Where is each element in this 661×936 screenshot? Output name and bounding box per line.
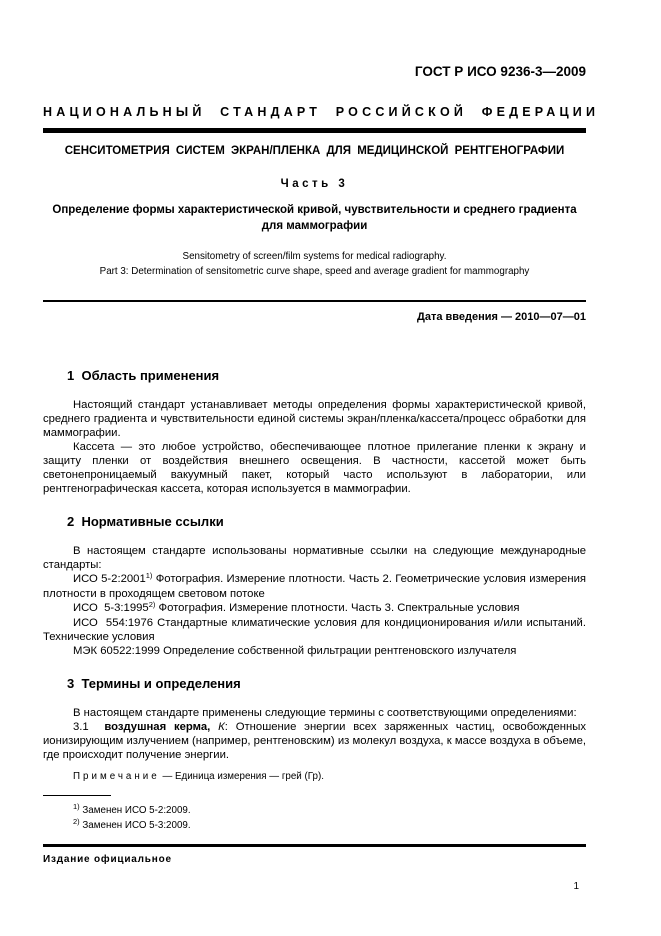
official-edition-label: Издание официальное [43,854,172,865]
footer-rule [43,844,586,847]
header-rule [43,128,586,133]
footnote-1 [43,803,586,818]
footnote-ref-1: 1) [145,571,153,580]
subtitle-line-2: для маммографии [261,219,368,232]
footnote-ref-2: 2) [148,600,156,609]
normative-reference [43,616,586,644]
term-symbol: К [218,721,225,733]
reference-text: ИСО 554:1976 Стандартные климатические условия для кондиционирования и/или испытаний. Технические условия [43,617,586,643]
reference-text: ИСО 5-2:2001 [73,573,146,585]
section-2-intro: В настоящем стандарте использованы нормативные ссылки на следующие международные стандарты: [43,545,586,571]
section-3-intro: В настоящем стандарте применены следующие термины с соответствующими определениями: [73,707,577,719]
footnote-1-marker: 1) [73,802,80,811]
subtitle-line-1: Определение формы характеристической кривой, чувствительности и среднего градиента [52,203,577,216]
doc-number: ГОСТ Р ИСО 9236-3—2009 [414,64,586,79]
reference-text: Фотография. Измерение плотности. Часть 2. Геометрические условия измерения плотности в проходящем световом потоке [43,573,586,600]
section-2-heading: 2 Нормативные ссылки [67,514,224,529]
normative-reference [43,601,586,616]
term-definition [43,720,586,762]
note-label: Примечание [73,771,160,782]
page-number: 1 [573,881,579,892]
section-3-heading: 3 Термины и определения [67,676,241,691]
section-1-paragraph-2: Кассета — это любое устройство, обеспечивающее плотное прилегание пленки к экрану и защиту пленки от воздействия внешнего освещения. В частности, кассетой может быть светонепроницаемый вакуумный пакет, который часто используют в лаборатории, или рентгенографическая кассета, которая используется в маммографии. [43,441,586,495]
footnote-separator [43,795,111,796]
reference-text: Фотография. Измерение плотности. Часть 3. Спектральные условия [155,602,520,614]
normative-reference [43,644,586,658]
document-subtitle [43,202,586,234]
document-title-en [43,249,586,279]
footnote-2-marker: 2) [73,817,80,826]
term-number: 3.1 [73,721,105,733]
national-standard-banner: НАЦИОНАЛЬНЫЙ СТАНДАРТ РОССИЙСКОЙ ФЕДЕРАЦИИ [43,105,600,119]
effective-date: Дата введения — 2010—07—01 [417,311,586,323]
term-name: воздушная керма, [104,721,219,733]
page-content [43,64,600,892]
footnote-1-text: Заменен ИСО 5-2:2009. [79,805,191,816]
section-1-paragraph-1: Настоящий стандарт устанавливает методы определения формы характеристической кривой, среднего градиента и чувствительности единой системы экран/пленка/кассета/процесс обработки для маммографии. [43,399,586,439]
note-text: — Единица измерения — грей (Гр). [159,771,324,782]
reference-text: ИСО 5-3:1995 [73,602,149,614]
term-note [43,770,586,783]
title-separator-rule [43,300,586,303]
term-definition-text: : Отношение энергии всех заряженных частиц, освобожденных ионизирующим излучением (например, рентгеновским) из молекул воздуха, к массе воздуха в объеме, где происходит получение энергии. [43,721,587,761]
document-title-ru: СЕНСИТОМЕТРИЯ СИСТЕМ ЭКРАН/ПЛЕНКА ДЛЯ МЕДИЦИНСКОЙ РЕНТГЕНОГРАФИИ [64,144,565,157]
normative-reference [43,572,586,601]
footnote-2 [43,818,586,833]
title-en-line-2: Part 3: Determination of sensitometric curve shape, speed and average gradient for mammography [99,265,530,277]
title-en-line-1: Sensitometry of screen/film systems for medical radiography. [182,250,447,262]
footnote-2-text: Заменен ИСО 5-3:2009. [79,820,191,831]
section-1-heading: 1 Область применения [67,368,220,383]
part-label: Часть 3 [280,177,349,190]
reference-text: МЭК 60522:1999 Определение собственной фильтрации рентгеновского излучателя [73,645,517,657]
